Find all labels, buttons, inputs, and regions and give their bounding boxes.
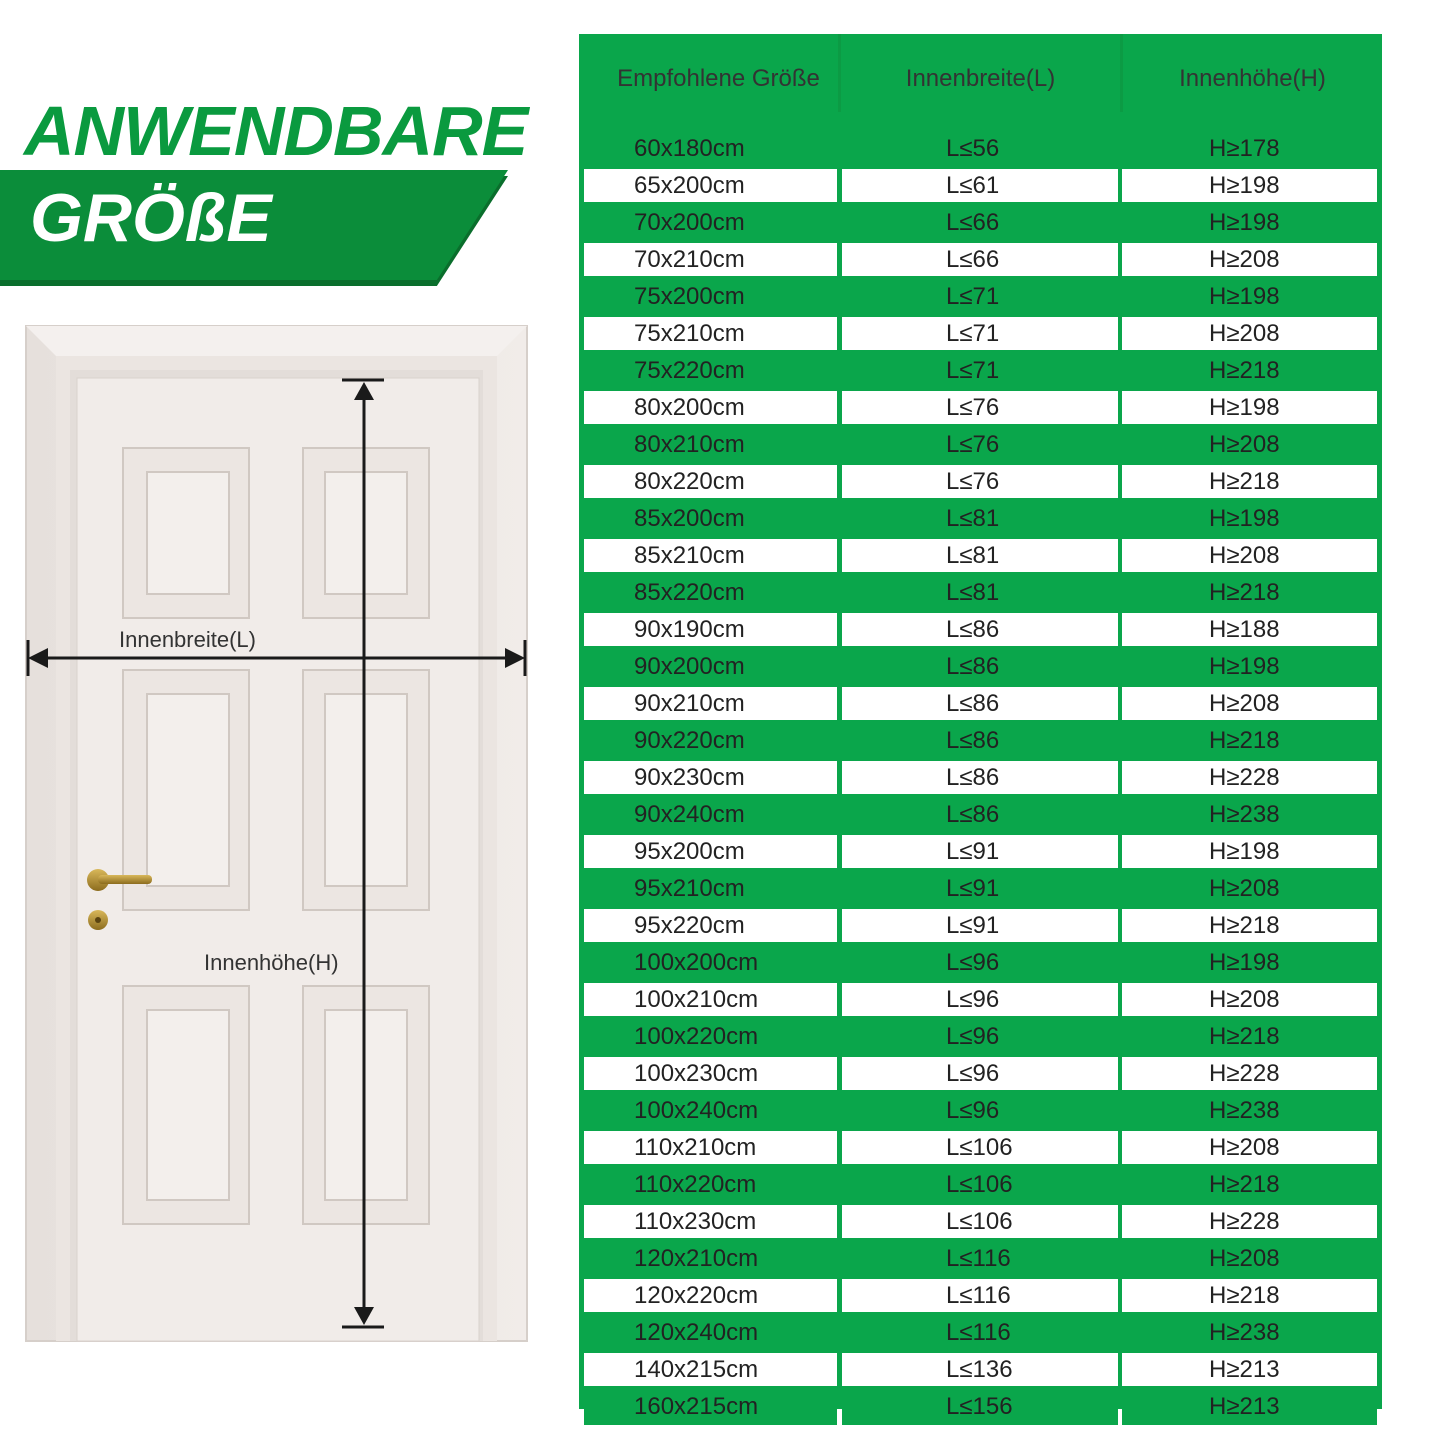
cell-width: L≤91 — [842, 835, 1118, 868]
cell-size: 100x230cm — [584, 1057, 837, 1090]
table-row — [579, 1055, 1382, 1092]
cell-size: 90x220cm — [584, 722, 837, 759]
cell-size: 70x200cm — [584, 204, 837, 241]
cell-width: L≤86 — [842, 648, 1118, 685]
cell-width: L≤81 — [842, 500, 1118, 537]
cell-height: H≥218 — [1122, 574, 1377, 611]
cell-size: 75x220cm — [584, 352, 837, 389]
table-row — [579, 278, 1382, 315]
table-row — [579, 648, 1382, 685]
cell-height: H≥228 — [1122, 1057, 1377, 1090]
cell-width: L≤56 — [842, 130, 1118, 167]
cell-height: H≥198 — [1122, 391, 1377, 424]
cell-width: L≤86 — [842, 613, 1118, 646]
size-table — [579, 34, 1382, 1420]
cell-width: L≤96 — [842, 983, 1118, 1016]
table-row — [579, 1018, 1382, 1055]
cell-width: L≤91 — [842, 909, 1118, 942]
cell-height: H≥213 — [1122, 1388, 1377, 1425]
cell-height: H≥213 — [1122, 1353, 1377, 1386]
table-row — [579, 1240, 1382, 1277]
cell-height: H≥218 — [1122, 722, 1377, 759]
cell-height: H≥198 — [1122, 204, 1377, 241]
table-row — [579, 1351, 1382, 1388]
height-label: Innenhöhe(H) — [204, 950, 339, 975]
cell-width: L≤96 — [842, 1092, 1118, 1129]
table-row — [579, 537, 1382, 574]
table-row — [579, 907, 1382, 944]
cell-width: L≤76 — [842, 391, 1118, 424]
cell-height: H≥208 — [1122, 870, 1377, 907]
cell-width: L≤81 — [842, 574, 1118, 611]
cell-size: 85x220cm — [584, 574, 837, 611]
table-row — [579, 500, 1382, 537]
table-row — [579, 1277, 1382, 1314]
table-row — [579, 463, 1382, 500]
table-row — [579, 981, 1382, 1018]
cell-size: 95x200cm — [584, 835, 837, 868]
cell-size: 70x210cm — [584, 243, 837, 276]
table-row — [579, 1129, 1382, 1166]
cell-size: 120x240cm — [584, 1314, 837, 1351]
cell-height: H≥198 — [1122, 500, 1377, 537]
cell-width: L≤91 — [842, 870, 1118, 907]
cell-size: 80x220cm — [584, 465, 837, 498]
table-row — [579, 1092, 1382, 1129]
door-illustration — [0, 300, 560, 1360]
table-row — [579, 611, 1382, 648]
cell-width: L≤96 — [842, 944, 1118, 981]
cell-size: 120x210cm — [584, 1240, 837, 1277]
header-inner-height: Innenhöhe(H) — [1179, 65, 1326, 92]
cell-width: L≤116 — [842, 1279, 1118, 1312]
cell-width: L≤86 — [842, 796, 1118, 833]
cell-width: L≤81 — [842, 539, 1118, 572]
cell-size: 120x220cm — [584, 1279, 837, 1312]
cell-height: H≥188 — [1122, 613, 1377, 646]
cell-size: 60x180cm — [584, 130, 837, 167]
title-anwendbare: ANWENDBARE — [24, 92, 528, 170]
cell-width: L≤86 — [842, 761, 1118, 794]
cell-height: H≥208 — [1122, 983, 1377, 1016]
cell-width: L≤136 — [842, 1353, 1118, 1386]
cell-size: 65x200cm — [584, 169, 837, 202]
cell-width: L≤61 — [842, 169, 1118, 202]
cell-width: L≤86 — [842, 722, 1118, 759]
table-row — [579, 1166, 1382, 1203]
cell-size: 75x200cm — [584, 278, 837, 315]
table-row — [579, 833, 1382, 870]
cell-size: 110x220cm — [584, 1166, 837, 1203]
cell-height: H≥218 — [1122, 352, 1377, 389]
cell-height: H≥208 — [1122, 539, 1377, 572]
cell-size: 140x215cm — [584, 1353, 837, 1386]
cell-size: 100x210cm — [584, 983, 837, 1016]
table-row — [579, 352, 1382, 389]
cell-height: H≥198 — [1122, 648, 1377, 685]
door-graphic — [0, 300, 560, 1360]
table-row — [579, 759, 1382, 796]
cell-size: 110x230cm — [584, 1205, 837, 1238]
cell-size: 75x210cm — [584, 317, 837, 350]
cell-width: L≤76 — [842, 426, 1118, 463]
cell-size: 110x210cm — [584, 1131, 837, 1164]
cell-width: L≤76 — [842, 465, 1118, 498]
cell-height: H≥208 — [1122, 426, 1377, 463]
cell-size: 85x200cm — [584, 500, 837, 537]
table-row — [579, 315, 1382, 352]
cell-height: H≥218 — [1122, 1166, 1377, 1203]
cell-width: L≤71 — [842, 352, 1118, 389]
cell-height: H≥218 — [1122, 1018, 1377, 1055]
cell-height: H≥218 — [1122, 909, 1377, 942]
cell-size: 100x220cm — [584, 1018, 837, 1055]
cell-height: H≥208 — [1122, 243, 1377, 276]
header-inner-width: Innenbreite(L) — [905, 65, 1056, 92]
cell-size: 85x210cm — [584, 539, 837, 572]
cell-width: L≤106 — [842, 1205, 1118, 1238]
cell-height: H≥228 — [1122, 761, 1377, 794]
cell-size: 90x210cm — [584, 687, 837, 720]
cell-width: L≤96 — [842, 1057, 1118, 1090]
table-row — [579, 1314, 1382, 1351]
cell-width: L≤116 — [842, 1240, 1118, 1277]
cell-width: L≤71 — [842, 278, 1118, 315]
cell-width: L≤66 — [842, 243, 1118, 276]
cell-size: 90x240cm — [584, 796, 837, 833]
title-groesse: GRÖßE — [30, 180, 272, 256]
cell-size: 90x230cm — [584, 761, 837, 794]
cell-width: L≤96 — [842, 1018, 1118, 1055]
cell-width: L≤66 — [842, 204, 1118, 241]
cell-height: H≥238 — [1122, 1314, 1377, 1351]
cell-width: L≤116 — [842, 1314, 1118, 1351]
cell-height: H≥208 — [1122, 1240, 1377, 1277]
table-row — [579, 426, 1382, 463]
cell-height: H≥198 — [1122, 835, 1377, 868]
table-row — [579, 389, 1382, 426]
table-row — [579, 574, 1382, 611]
width-label: Innenbreite(L) — [119, 627, 256, 652]
cell-size: 90x190cm — [584, 613, 837, 646]
cell-width: L≤86 — [842, 687, 1118, 720]
table-row — [579, 944, 1382, 981]
cell-width: L≤71 — [842, 317, 1118, 350]
table-row — [579, 796, 1382, 833]
cell-size: 160x215cm — [584, 1388, 837, 1425]
table-header — [579, 34, 1382, 112]
cell-size: 100x240cm — [584, 1092, 837, 1129]
table-row — [579, 722, 1382, 759]
cell-height: H≥208 — [1122, 1131, 1377, 1164]
cell-height: H≥218 — [1122, 465, 1377, 498]
cell-size: 80x210cm — [584, 426, 837, 463]
cell-height: H≥208 — [1122, 687, 1377, 720]
cell-height: H≥178 — [1122, 130, 1377, 167]
cell-height: H≥198 — [1122, 169, 1377, 202]
cell-size: 95x210cm — [584, 870, 837, 907]
table-row — [579, 685, 1382, 722]
cell-height: H≥238 — [1122, 1092, 1377, 1129]
cell-height: H≥218 — [1122, 1279, 1377, 1312]
cell-height: H≥238 — [1122, 796, 1377, 833]
cell-size: 95x220cm — [584, 909, 837, 942]
cell-height: H≥198 — [1122, 944, 1377, 981]
cell-size: 80x200cm — [584, 391, 837, 424]
cell-size: 90x200cm — [584, 648, 837, 685]
table-row — [579, 241, 1382, 278]
table-row — [579, 1388, 1382, 1425]
header-recommended-size: Empfohlene Größe — [617, 65, 820, 92]
cell-width: L≤106 — [842, 1131, 1118, 1164]
table-row — [579, 1203, 1382, 1240]
cell-size: 100x200cm — [584, 944, 837, 981]
cell-height: H≥228 — [1122, 1205, 1377, 1238]
cell-width: L≤106 — [842, 1166, 1118, 1203]
cell-width: L≤156 — [842, 1388, 1118, 1425]
table-row — [579, 204, 1382, 241]
table-row — [579, 870, 1382, 907]
cell-height: H≥208 — [1122, 317, 1377, 350]
cell-height: H≥198 — [1122, 278, 1377, 315]
table-row — [579, 130, 1382, 167]
table-row — [579, 167, 1382, 204]
